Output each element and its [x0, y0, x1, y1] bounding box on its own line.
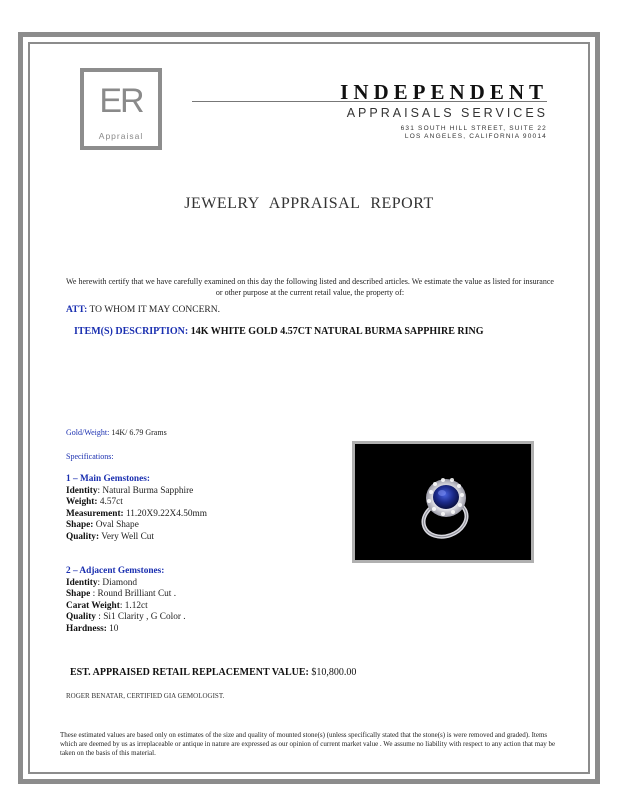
main-gem-measurement: Measurement: 11.20X9.22X4.50mm — [66, 508, 207, 519]
logo-label: Appraisal — [98, 131, 144, 141]
item-description — [74, 326, 484, 337]
ring-illustration — [355, 444, 531, 560]
item-label: ITEM(S) DESCRIPTION: — [74, 326, 189, 337]
main-gem-weight: Weight: 4.57ct — [66, 497, 123, 508]
main-gem-shape: Shape: Oval Shape — [66, 520, 139, 531]
address-line-1: 631 SOUTH HILL STREET, SUITE 22 — [400, 125, 547, 132]
adjacent-gemstones-block — [66, 566, 186, 636]
adjacent-gem-heading: 2 – Adjacent Gemstones: — [66, 566, 165, 576]
adjacent-gem-carat: Carat Weight: 1.12ct — [66, 600, 148, 611]
item-value: 14K WHITE GOLD 4.57CT NATURAL BURMA SAPPHIRE RING — [190, 326, 484, 337]
certification-text: We herewith certify that we have carefully examined on this day the following listed and described articles. We estimate the value as listed for insurance or other purpose at the current retail value, the property of: — [66, 277, 554, 297]
main-gemstones-block — [66, 474, 207, 544]
gold-weight-label: Gold/Weight: — [66, 428, 110, 437]
gold-weight — [66, 428, 167, 437]
adjacent-gem-shape: Shape : Round Brilliant Cut . — [66, 589, 177, 600]
att-label: ATT: — [66, 305, 88, 315]
gemologist-signature: ROGER BENATAR, CERTIFIED GIA GEMOLOGIST. — [66, 692, 225, 700]
estimated-value-amount: $10,800.00 — [311, 667, 357, 678]
main-gem-heading: 1 – Main Gemstones: — [66, 474, 150, 484]
report-title: JEWELRY APPRAISAL REPORT — [184, 195, 434, 212]
specifications-label: Specifications: — [66, 452, 114, 461]
company-name: INDEPENDENT — [340, 80, 548, 104]
logo-mark: ER — [99, 82, 143, 120]
att-value: TO WHOM IT MAY CONCERN. — [89, 305, 220, 315]
company-logo — [80, 68, 162, 150]
estimated-value — [70, 667, 356, 678]
company-subtitle: APPRAISALS SERVICES — [346, 106, 548, 120]
adjacent-gem-quality: Quality : Si1 Clarity , G Color . — [66, 612, 186, 623]
estimated-value-label: EST. APPRAISED RETAIL REPLACEMENT VALUE: — [70, 667, 309, 678]
adjacent-gem-identity: Identity: Diamond — [66, 577, 138, 588]
disclaimer-text: These estimated values are based only on estimates of the size and quality of mounted stone(s) (unless specifically stated that the stone(s) is were removed and graded). Items which are deemed by us as irreplaceable or antique in nature are expressed as our opinion of current market value . We assume no liability with respect to any action that may be taken on the basis of this material. — [60, 731, 556, 757]
ring-photo — [352, 441, 534, 563]
main-gem-identity: Identity: Natural Burma Sapphire — [66, 485, 194, 496]
adjacent-gem-hardness: Hardness: 10 — [66, 623, 119, 634]
attention-line — [66, 305, 220, 315]
gold-weight-value: 14K/ 6.79 Grams — [111, 428, 167, 437]
inner-border — [28, 42, 590, 774]
main-gem-quality: Quality: Very Well Cut — [66, 531, 155, 542]
address-line-2: LOS ANGELES, CALIFORNIA 90014 — [404, 133, 547, 140]
